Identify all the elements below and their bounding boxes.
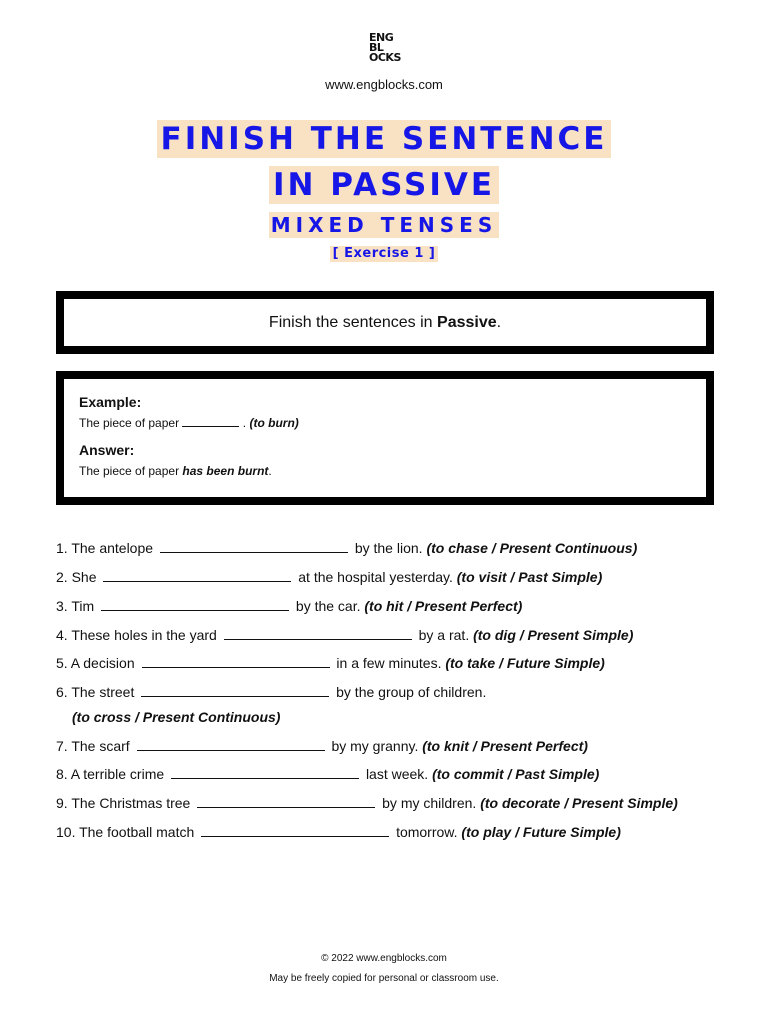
example-hint: (to burn) (249, 416, 299, 430)
example-blank (182, 416, 239, 427)
title-text-2: IN PASSIVE (269, 166, 499, 204)
question-2-before: 2. She (56, 569, 97, 585)
question-5-hint: (to take / Future Simple) (445, 655, 605, 671)
instruction-box (56, 291, 714, 354)
question-8-hint: (to commit / Past Simple) (432, 766, 600, 782)
subtitle-text: MIXED TENSES (270, 213, 498, 237)
footer-copyright: © 2022 www.engblocks.com (321, 953, 447, 964)
question-3 (56, 597, 522, 615)
question-4-before: 4. These holes in the yard (56, 627, 217, 643)
question-9-after: by my children. (382, 795, 477, 811)
answer-text-after: . (268, 464, 272, 478)
answer-blank-2[interactable] (103, 568, 291, 582)
title-text-1: FINISH THE SENTENCE (157, 120, 612, 158)
site-url[interactable]: www.engblocks.com (325, 77, 443, 92)
answer-blank-4[interactable] (224, 626, 412, 640)
question-6-after: by the group of children. (336, 684, 487, 700)
question-3-before: 3. Tim (56, 598, 95, 614)
question-3-after: by the car. (295, 598, 361, 614)
question-10-hint: (to play / Future Simple) (461, 824, 621, 840)
question-1-after: by the lion. (354, 540, 423, 556)
question-7-before: 7. The scarf (56, 738, 130, 754)
question-9-hint: (to decorate / Present Simple) (480, 795, 678, 811)
question-7-after: by my granny. (331, 738, 419, 754)
question-10-before: 10. The football match (56, 824, 195, 840)
logo-line-1: ENG (369, 31, 394, 44)
answer-blank-10[interactable] (201, 823, 389, 837)
question-9-before: 9. The Christmas tree (56, 795, 191, 811)
question-4-after: by a rat. (418, 627, 470, 643)
question-4 (56, 626, 633, 644)
footer-license: May be freely copied for personal or classroom use. (269, 973, 499, 984)
question-2-hint: (to visit / Past Simple) (456, 569, 603, 585)
answer-bold: has been burnt (182, 464, 269, 478)
answer-blank-3[interactable] (101, 597, 289, 611)
question-1-before: 1. The antelope (56, 540, 154, 556)
answer-blank-6[interactable] (141, 683, 329, 697)
question-8-after: last week. (365, 766, 429, 782)
question-9 (56, 794, 678, 812)
question-1-hint: (to chase / Present Continuous) (426, 540, 638, 556)
title-line-2 (0, 166, 768, 204)
instruction-bold: Passive (437, 313, 497, 331)
answer-blank-5[interactable] (142, 654, 330, 668)
question-10-after: tomorrow. (396, 824, 458, 840)
question-6-hint-line (72, 708, 280, 726)
example-box (56, 371, 714, 505)
question-4-hint: (to dig / Present Simple) (473, 627, 634, 643)
logo-line-3: OCKS (369, 51, 401, 64)
question-8 (56, 765, 599, 783)
question-10 (56, 823, 621, 841)
answer-label: Answer: (79, 442, 135, 458)
example-sentence (79, 415, 706, 431)
answer-blank-8[interactable] (171, 765, 359, 779)
instruction-text-after: . (496, 313, 502, 331)
answer-sentence (79, 463, 706, 479)
question-6 (56, 683, 486, 701)
logo-line-2: BL (369, 41, 384, 54)
exercise-label (0, 244, 768, 262)
question-7-hint: (to knit / Present Perfect) (422, 738, 588, 754)
subtitle (0, 212, 768, 238)
example-label: Example: (79, 394, 142, 410)
example-text-before: The piece of paper (79, 416, 180, 430)
exercise-text: [ Exercise 1 ] (330, 246, 439, 262)
example-text-after: . (242, 416, 247, 430)
question-5-after: in a few minutes. (336, 655, 442, 671)
instruction-text (269, 314, 501, 332)
question-5 (56, 654, 605, 672)
question-6-hint: (to cross / Present Continuous) (72, 709, 281, 725)
instruction-text-before: Finish the sentences in (268, 313, 438, 331)
title-line-1 (0, 120, 768, 158)
answer-blank-9[interactable] (197, 794, 375, 808)
question-7 (56, 737, 588, 755)
question-6-before: 6. The street (56, 684, 135, 700)
question-2-after: at the hospital yesterday. (298, 569, 453, 585)
answer-blank-1[interactable] (160, 539, 348, 553)
question-8-before: 8. A terrible crime (56, 766, 165, 782)
answer-blank-7[interactable] (137, 737, 325, 751)
question-1 (56, 539, 637, 557)
question-2 (56, 568, 602, 586)
question-3-hint: (to hit / Present Perfect) (364, 598, 523, 614)
engblocks-logo (369, 33, 399, 63)
answer-text-before: The piece of paper (79, 464, 183, 478)
question-5-before: 5. A decision (56, 655, 135, 671)
